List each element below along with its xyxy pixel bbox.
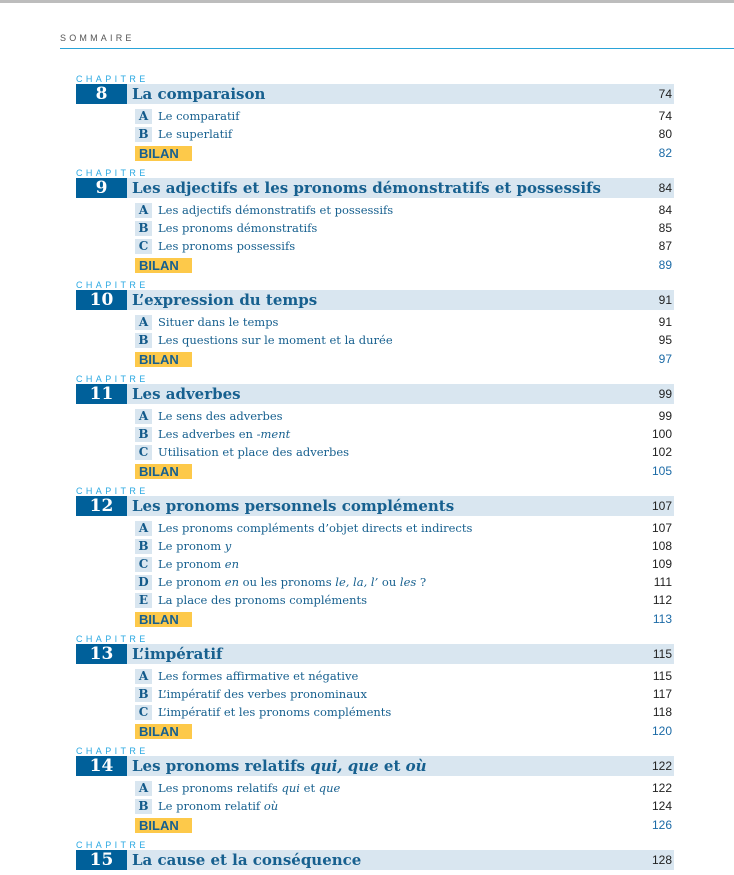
section-title [158, 315, 278, 329]
text-run: les [399, 575, 417, 589]
chapter-title [132, 291, 317, 309]
chapter-14 [76, 746, 674, 835]
section-letter: A [135, 781, 152, 796]
section-item[interactable] [76, 573, 674, 591]
chapter-page: 107 [651, 499, 672, 513]
section-title [158, 427, 290, 441]
bilan-badge: BILAN [135, 818, 192, 833]
section-page: 80 [658, 127, 672, 141]
section-page: 112 [652, 593, 672, 607]
text-run: Les pronoms personnels compléments [132, 497, 455, 515]
text-run: et [378, 757, 406, 775]
text-run: Les adjectifs et les pronoms démonstratifs et possessifs [132, 179, 601, 197]
chapter-heading[interactable] [76, 178, 674, 198]
bilan-badge: BILAN [135, 724, 192, 739]
bilan-badge: BILAN [135, 464, 192, 479]
text-run: y [224, 539, 232, 553]
section-item[interactable] [76, 443, 674, 461]
bilan-item[interactable] [76, 815, 674, 835]
section-list [76, 407, 674, 481]
section-letter: A [135, 315, 152, 330]
section-page: 118 [652, 705, 672, 719]
section-letter: B [135, 539, 152, 554]
section-letter: B [135, 221, 152, 236]
section-item[interactable] [76, 331, 674, 349]
text-run: Les questions sur le moment et la durée [158, 333, 393, 347]
chapter-number: 10 [76, 290, 127, 310]
chapter-number: 13 [76, 644, 127, 664]
section-item[interactable] [76, 519, 674, 537]
section-item[interactable] [76, 425, 674, 443]
table-of-contents [76, 74, 674, 875]
section-letter: B [135, 333, 152, 348]
bilan-page: 120 [651, 724, 672, 738]
section-page: 108 [651, 539, 672, 553]
chapter-number: 8 [76, 84, 127, 104]
chapter-heading[interactable] [76, 290, 674, 310]
bilan-item[interactable] [76, 609, 674, 629]
section-title [158, 521, 472, 535]
section-page: 99 [658, 409, 672, 423]
section-page: 122 [651, 781, 672, 795]
chapter-title [132, 497, 454, 515]
section-page: 87 [658, 239, 672, 253]
text-run: La cause et la conséquence [132, 851, 362, 869]
bilan-page: 113 [652, 612, 672, 626]
chapter-9 [76, 168, 674, 275]
section-page: 111 [653, 575, 672, 589]
text-run: Les formes affirmative et négative [158, 669, 359, 683]
section-list [76, 201, 674, 275]
text-run: Le pronom [158, 557, 225, 571]
section-letter: C [135, 705, 152, 720]
section-title [158, 221, 317, 235]
section-letter: E [135, 593, 152, 608]
section-title [158, 445, 349, 459]
section-page: 107 [651, 521, 672, 535]
chapter-page: 99 [658, 387, 672, 401]
section-item[interactable] [76, 685, 674, 703]
text-run: ou [378, 575, 400, 589]
text-run: L’expression du temps [132, 291, 318, 309]
text-run: que [318, 781, 341, 795]
text-run: le, la, l’ [335, 575, 379, 589]
chapter-number: 12 [76, 496, 127, 516]
section-letter: C [135, 445, 152, 460]
text-run: La comparaison [132, 85, 266, 103]
chapter-label: CHAPITRE [76, 74, 149, 84]
text-run: L’impératif [132, 645, 223, 663]
chapter-label: CHAPITRE [76, 486, 149, 496]
text-run: Le sens des adverbes [158, 409, 283, 423]
chapter-heading[interactable] [76, 644, 674, 664]
text-run: Les pronoms compléments d’objet directs et indirects [158, 521, 473, 535]
section-title [158, 593, 367, 607]
section-item[interactable] [76, 313, 674, 331]
section-page: 85 [658, 221, 672, 235]
section-list [76, 313, 674, 369]
text-run: qui, que [310, 757, 379, 775]
text-run: qui [281, 781, 300, 795]
text-run: où [263, 799, 279, 813]
chapter-label: CHAPITRE [76, 374, 149, 384]
text-run: Les pronoms relatifs [132, 757, 311, 775]
text-run: Le pronom [158, 575, 225, 589]
chapter-heading[interactable] [76, 84, 674, 104]
section-letter: A [135, 521, 152, 536]
bilan-badge: BILAN [135, 258, 192, 273]
chapter-label: CHAPITRE [76, 840, 149, 850]
chapter-title [132, 385, 241, 403]
section-letter: B [135, 799, 152, 814]
section-list [76, 519, 674, 629]
bilan-page: 82 [658, 146, 672, 160]
section-item[interactable] [76, 555, 674, 573]
chapter-heading[interactable] [76, 850, 674, 870]
section-letter: C [135, 557, 152, 572]
chapter-13 [76, 634, 674, 741]
section-item[interactable] [76, 219, 674, 237]
section-item[interactable] [76, 537, 674, 555]
bilan-badge: BILAN [135, 612, 192, 627]
section-item[interactable] [76, 703, 674, 721]
section-letter: A [135, 203, 152, 218]
section-page: 115 [652, 669, 672, 683]
text-run: Les pronoms démonstratifs [158, 221, 318, 235]
section-page: 109 [651, 557, 672, 571]
section-letter: A [135, 109, 152, 124]
text-run: L’impératif et les pronoms compléments [158, 705, 392, 719]
text-run: Les adverbes en [158, 427, 257, 441]
chapter-12 [76, 486, 674, 629]
text-run: Situer dans le temps [158, 315, 279, 329]
section-title [158, 239, 295, 253]
text-run: Le superlatif [158, 127, 233, 141]
chapter-number: 9 [76, 178, 127, 198]
text-run: Les adjectifs démonstratifs et possessifs [158, 203, 394, 217]
text-run: Le comparatif [158, 109, 240, 123]
section-letter: A [135, 409, 152, 424]
text-run: L’impératif des verbes pronominaux [158, 687, 367, 701]
section-letter: D [135, 575, 152, 590]
section-page: 124 [651, 799, 672, 813]
chapter-title [132, 757, 427, 775]
chapter-title [132, 645, 222, 663]
text-run: La place des pronoms compléments [158, 593, 367, 607]
chapter-page: 84 [658, 181, 672, 195]
text-run: ? [416, 575, 427, 589]
bilan-badge: BILAN [135, 352, 192, 367]
section-item[interactable] [76, 237, 674, 255]
section-item[interactable] [76, 201, 674, 219]
chapter-page: 122 [651, 759, 672, 773]
section-item[interactable] [76, 107, 674, 125]
chapter-title [132, 851, 361, 869]
section-list [76, 667, 674, 741]
chapter-title [132, 179, 601, 197]
section-item[interactable] [76, 667, 674, 685]
section-page: 100 [651, 427, 672, 441]
chapter-label: CHAPITRE [76, 280, 149, 290]
text-run: Le pronom [158, 539, 225, 553]
chapter-page: 74 [658, 87, 672, 101]
section-title [158, 127, 232, 141]
section-page: 95 [658, 333, 672, 347]
chapter-number: 15 [76, 850, 127, 870]
section-title [158, 109, 240, 123]
text-run: ou les pronoms [239, 575, 336, 589]
chapter-11 [76, 374, 674, 481]
section-title [158, 705, 391, 719]
section-letter: B [135, 687, 152, 702]
section-list [76, 779, 674, 835]
text-run: Les adverbes [132, 385, 241, 403]
chapter-label: CHAPITRE [76, 746, 149, 756]
text-run: -ment [256, 427, 291, 441]
section-letter: B [135, 127, 152, 142]
chapter-page: 115 [652, 647, 672, 661]
section-title [158, 669, 358, 683]
section-title [158, 203, 393, 217]
chapter-heading[interactable] [76, 384, 674, 404]
section-title [158, 557, 239, 571]
section-page: 84 [658, 203, 672, 217]
bilan-page: 97 [658, 352, 672, 366]
chapter-heading[interactable] [76, 756, 674, 776]
bilan-item[interactable] [76, 461, 674, 481]
chapter-page: 128 [651, 853, 672, 867]
section-page: 102 [651, 445, 672, 459]
top-border [0, 0, 734, 3]
chapter-15 [76, 840, 674, 870]
section-letter: B [135, 427, 152, 442]
section-title [158, 575, 426, 589]
bilan-item[interactable] [76, 349, 674, 369]
bilan-item[interactable] [76, 143, 674, 163]
text-run: en [224, 575, 239, 589]
section-page: 117 [652, 687, 672, 701]
text-run: Les pronoms relatifs [158, 781, 282, 795]
section-title [158, 781, 340, 795]
section-letter: C [135, 239, 152, 254]
section-title [158, 687, 367, 701]
text-run: Les pronoms possessifs [158, 239, 296, 253]
bilan-page: 126 [651, 818, 672, 832]
section-item[interactable] [76, 125, 674, 143]
section-item[interactable] [76, 797, 674, 815]
section-item[interactable] [76, 779, 674, 797]
chapter-heading[interactable] [76, 496, 674, 516]
section-list [76, 107, 674, 163]
chapter-label: CHAPITRE [76, 168, 149, 178]
text-run: et [299, 781, 319, 795]
section-item[interactable] [76, 407, 674, 425]
bilan-page: 89 [658, 258, 672, 272]
bilan-item[interactable] [76, 721, 674, 741]
header-rule [60, 48, 734, 49]
chapter-number: 14 [76, 756, 127, 776]
section-title [158, 409, 283, 423]
page-header: SOMMAIRE [60, 33, 135, 43]
bilan-item[interactable] [76, 255, 674, 275]
text-run: en [224, 557, 239, 571]
section-item[interactable] [76, 591, 674, 609]
chapter-number: 11 [76, 384, 127, 404]
chapter-title [132, 85, 265, 103]
chapter-10 [76, 280, 674, 369]
section-page: 91 [658, 315, 672, 329]
text-run: où [405, 757, 427, 775]
text-run: Le pronom relatif [158, 799, 264, 813]
section-page: 74 [658, 109, 672, 123]
chapter-8 [76, 74, 674, 163]
chapter-page: 91 [658, 293, 672, 307]
bilan-badge: BILAN [135, 146, 192, 161]
text-run: Utilisation et place des adverbes [158, 445, 350, 459]
section-letter: A [135, 669, 152, 684]
section-title [158, 799, 278, 813]
chapter-label: CHAPITRE [76, 634, 149, 644]
section-title [158, 333, 393, 347]
bilan-page: 105 [651, 464, 672, 478]
section-title [158, 539, 231, 553]
